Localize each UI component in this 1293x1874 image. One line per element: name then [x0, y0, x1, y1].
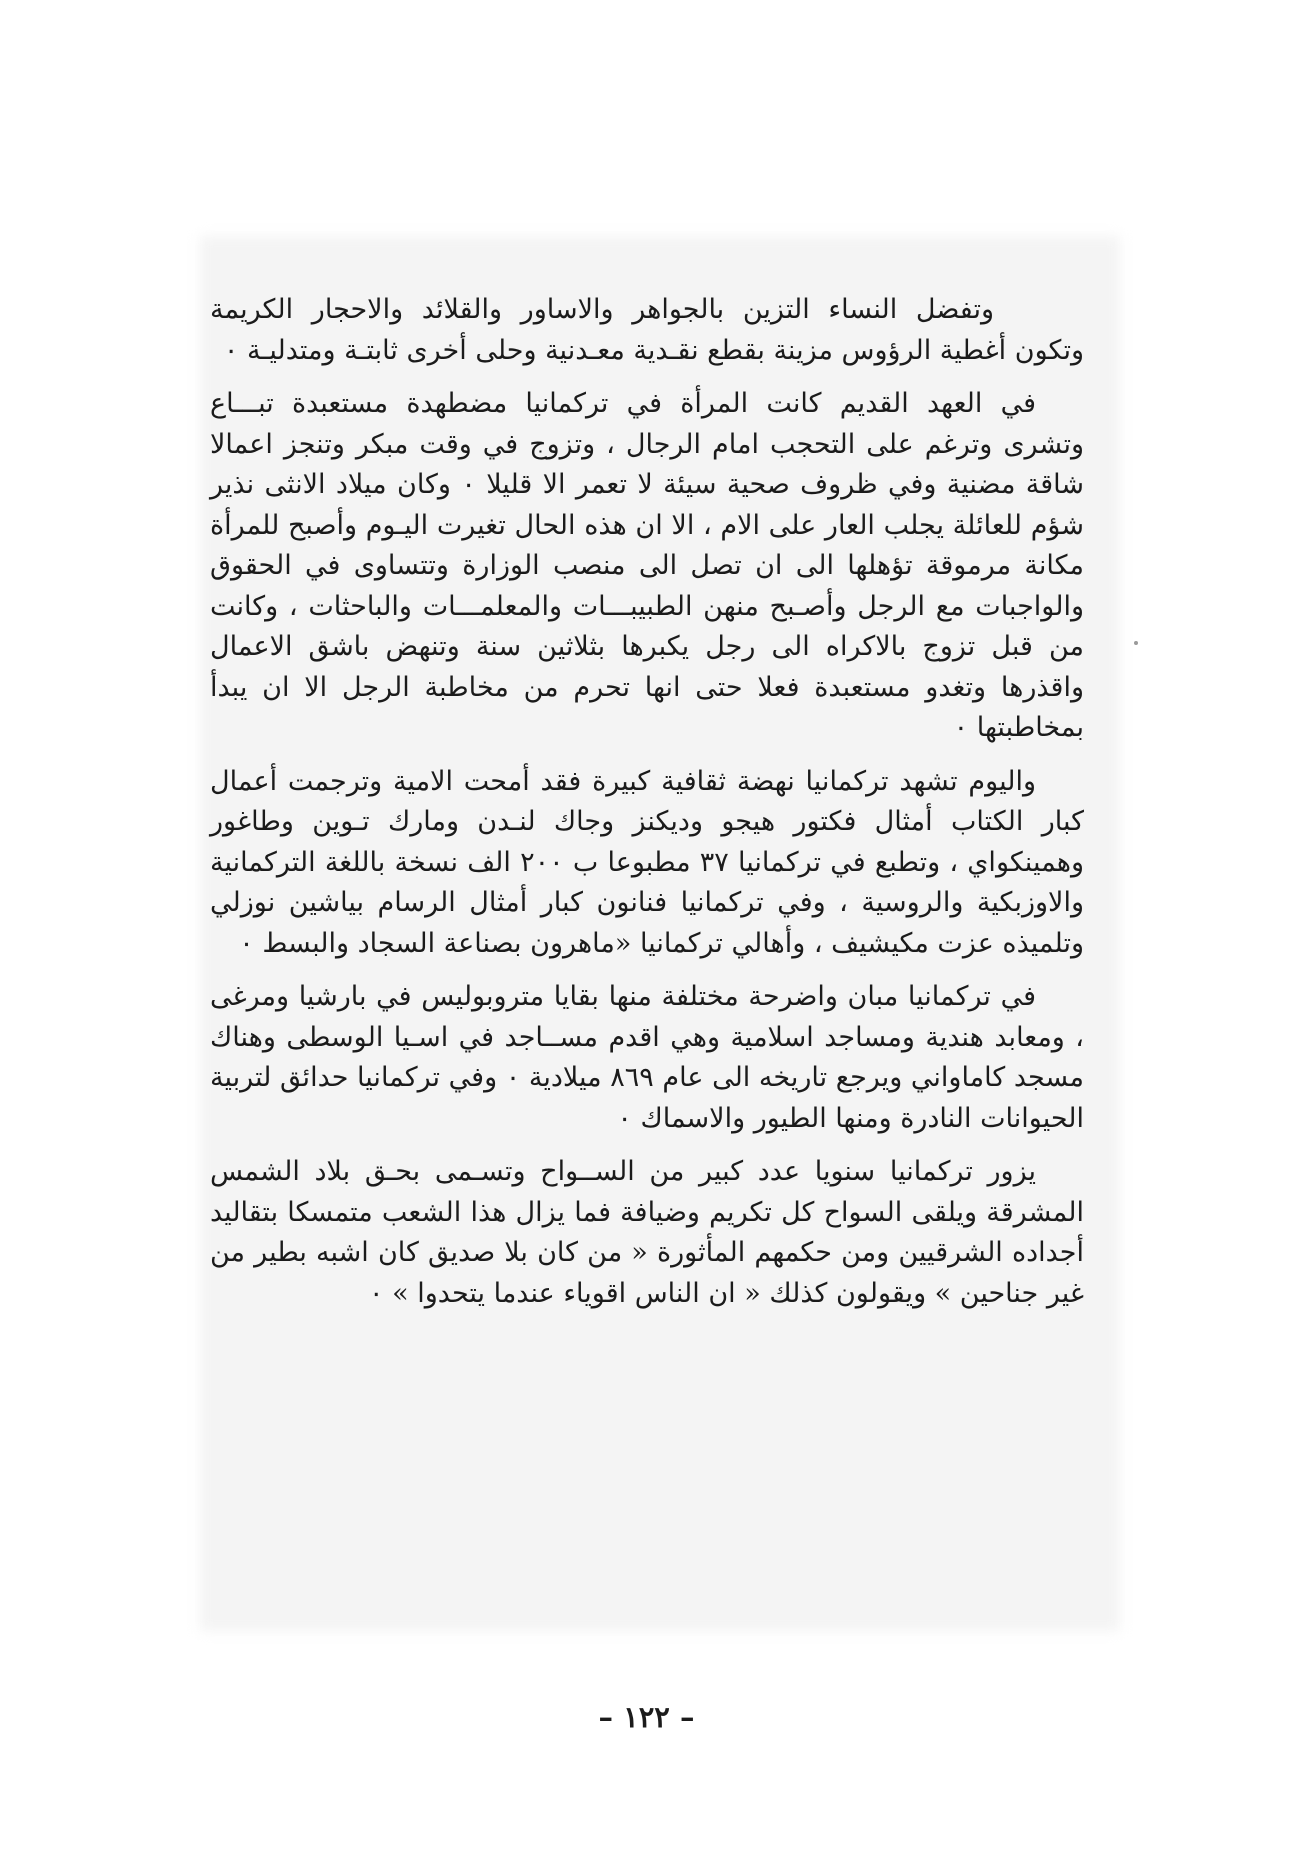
paragraph-monuments: في تركمانيا مبان واضرحة مختلفة منها بقايا متروبوليس في بارشيا ومرغى ، ومعابد هندية ومساجد اسلامية وهي اقدم مســاجد في اسـيا الوسطى وهناك مسجد كاماواني ويرجع تاريخه الى عام ٨٦٩ ميلادية ٠ وفي تركمانيا حدائق لتربية الحيوانات النادرة ومنها الطيور والاسماك ٠ [210, 981, 1084, 1134]
paragraph-tourism: يزور تركمانيا سنويا عدد كبير من الســواح وتسـمى بحـق بلاد الشمس المشرقة ويلقى السواح كل تكريم وضيافة فما يزال هذا الشعب متمسكا بتقاليد أجداده الشرقيين ومن حكمهم المأثورة « من كان بلا صديق كان اشبه بطير من غير جناحين » ويقولون كذلك « ان الناس اقوياء عندما يتحدوا » ٠ [210, 1156, 1084, 1309]
paragraph-jewelry: وتفضل النساء التزين بالجواهر والاساور والقلائد والاحجار الكريمة وتكون أغطية الرؤوس مزينة بقطع نقـدية معـدنية وحلى أخرى ثابتـة ومتدليـة ٠ [210, 294, 1084, 366]
margin-speck [1134, 641, 1138, 645]
paragraph-culture: واليوم تشهد تركمانيا نهضة ثقافية كبيرة فقد أمحت الامية وترجمت أعمال كبار الكتاب أمثال فكتور هيجو وديكنز وجاك لنـدن ومارك تـوين وطاغور وهمينكواي ، وتطبع في تركمانيا ٣٧ مطبوعا ب ٢٠٠ الف نسخة باللغة التركمانية والاوزبكية والروسية ، وفي تركمانيا فنانون كبار أمثال الرسام بياشين نوزلي وتلميذه عزت مكيشيف ، وأهالي تركمانيا «ماهرون بصناعة السجاد والبسط ٠ [210, 765, 1084, 959]
page-number: – ١٢٢ – [598, 1700, 695, 1734]
paragraph-women-status: في العهد القديم كانت المرأة في تركمانيا مضطهدة مستعبدة تبـــاع وتشرى وترغم على التحجب امام الرجال ، وتزوج في وقت مبكر وتنجز اعمالا شاقة مضنية وفي ظروف صحية سيئة لا تعمر الا قليلا ٠ وكان ميلاد الانثى نذير شؤم للعائلة يجلب العار على الام ، الا ان هذه الحال تغيرت اليـوم وأصبح للمرأة مكانة مرموقة تؤهلها الى ان تصل الى منصب الوزارة وتتساوى في الحقوق والواجبات مع الرجل وأصـبح منهن الطبيبـــات والمعلمـــات والباحثات ، وكانت من قبل تزوج بالاكراه الى رجل يكبرها بثلاثين سنة وتنهض باشق الاعمال واقذرها وتغدو مستعبدة فعلا حتى انها تحرم من مخاطبة الرجل الا ان يبدأ بمخاطبتها ٠ [210, 388, 1085, 743]
page-body [210, 290, 1084, 1327]
